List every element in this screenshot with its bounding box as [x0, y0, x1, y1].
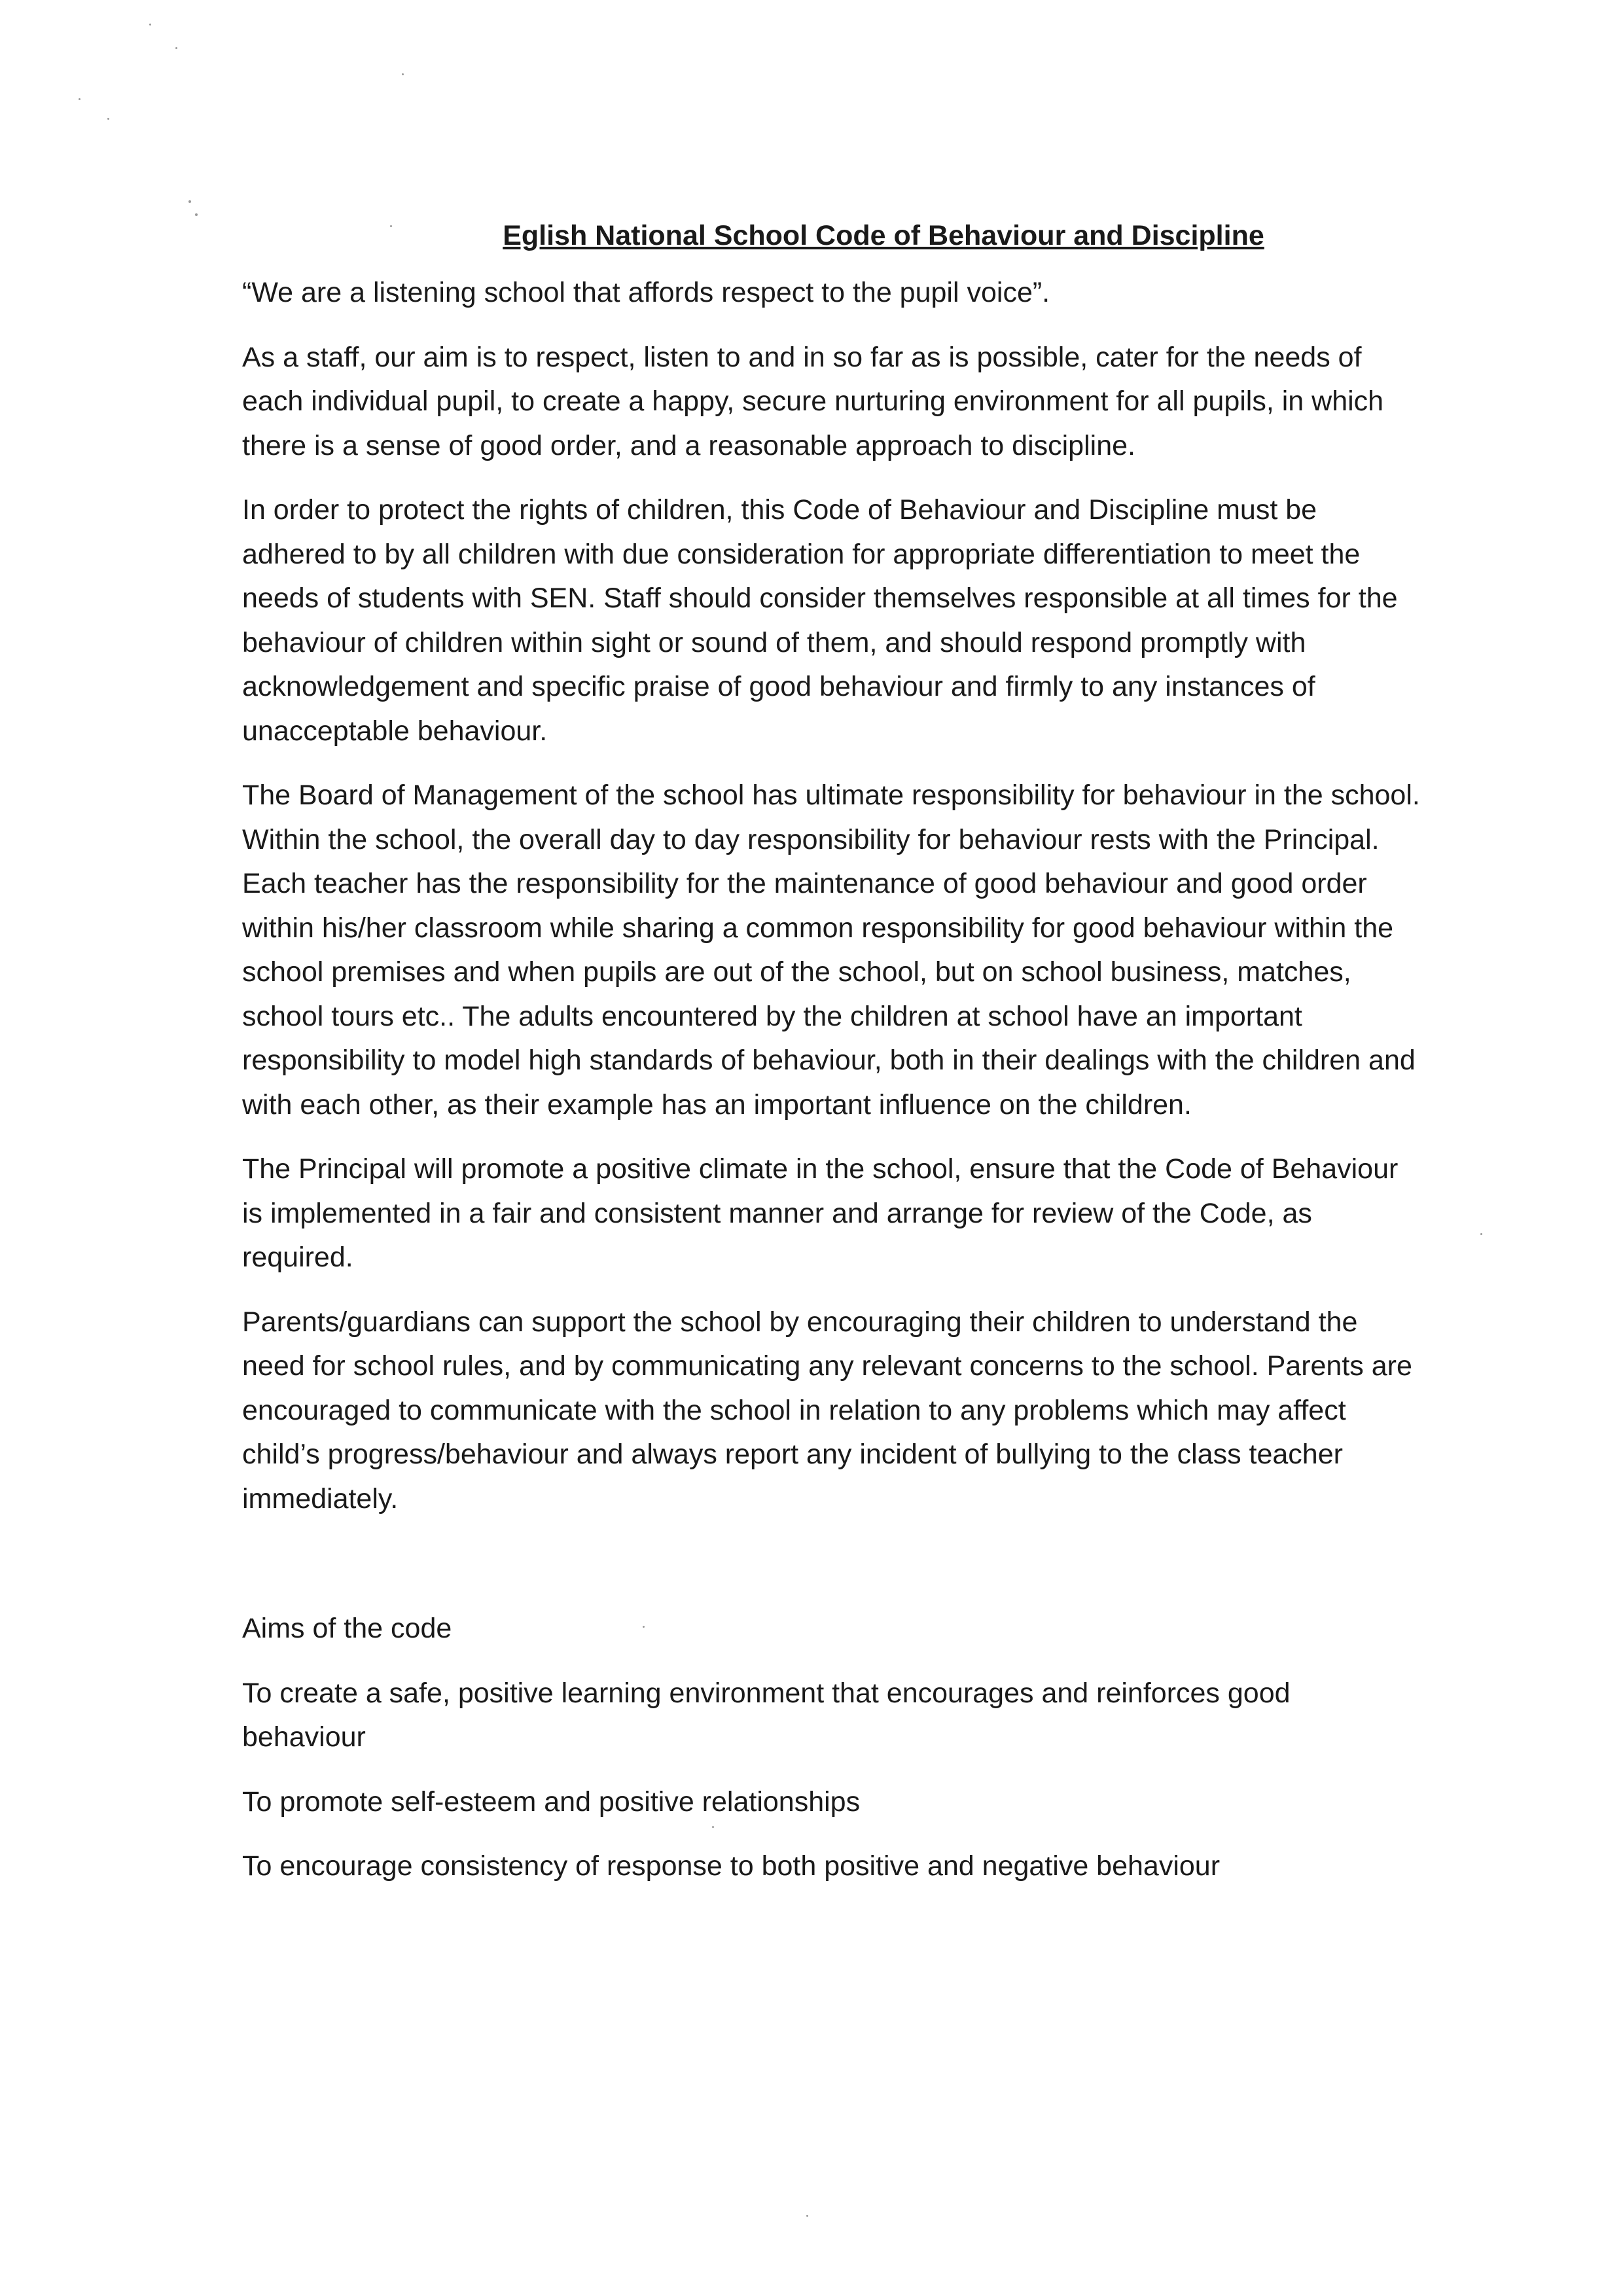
principal-paragraph: The Principal will promote a positive climate in the school, ensure that the Code of Behaviour is implemented in a fair and consistent manner and arrange for review of the Code, as required.: [242, 1153, 1399, 1273]
scan-speck: [1480, 1233, 1482, 1235]
scan-speck: [195, 213, 198, 216]
board-responsibility-paragraph: The Board of Management of the school has ultimate responsibility for behaviour in the school. Within the school, the overall day to day responsibility for behaviour rests with the Principal. Each teacher has the responsibility for the maintenance of good behaviour and good order within his/her classroom while sharing a common responsibility for good behaviour within the school premises and when pupils are out of the school, but on school business, matches, school tours etc.. The adults encountered by the children at school have an important responsibility to model high standards of behaviour, both in their dealings with the children and with each other, as their example has an important influence on the children.: [242, 780, 1420, 1121]
staff-aim-paragraph: As a staff, our aim is to respect, listen to and in so far as is possible, cater for the needs of each individual pupil, to create a happy, secure nurturing environment for all pupils, in which there is a sense of good order, and a reasonable approach to discipline.: [242, 341, 1384, 461]
parents-paragraph: Parents/guardians can support the school by encouraging their children to understand the need for school rules, and by communicating any relevant concerns to the school. Parents are encouraged to communicate with the school in relation to any problems which may affect child’s progress/behaviour and always report any incident of bullying to the class teacher immediately.: [242, 1306, 1412, 1515]
aims-item: To create a safe, positive learning environment that encourages and reinforces good behaviour: [242, 1677, 1291, 1753]
aims-heading: Aims of the code: [242, 1613, 452, 1644]
aims-item: To encourage consistency of response to both positive and negative behaviour: [242, 1850, 1221, 1882]
scan-speck: [175, 47, 177, 49]
section-spacer: [242, 1541, 1420, 1607]
rights-paragraph: In order to protect the rights of children, this Code of Behaviour and Discipline must be adhered to by all children with due consideration for appropriate differentiation to meet the needs of students with SEN. Staff should consider themselves responsible at all times for the behaviour of children within sight or sound of them, and should respond promptly with acknowledgement and specific praise of good behaviour and firmly to any instances of unacceptable behaviour.: [242, 494, 1398, 747]
aims-item: To promote self-esteem and positive relationships: [242, 1785, 861, 1818]
document-body: [242, 216, 1420, 1909]
scan-speck: [79, 98, 80, 100]
scan-speck: [188, 200, 191, 203]
document-title: Eglish National School Code of Behaviour and Discipline: [503, 220, 1264, 251]
scan-speck: [402, 73, 404, 75]
scan-speck: [149, 24, 151, 26]
quote-paragraph: “We are a listening school that affords respect to the pupil voice”.: [242, 277, 1050, 308]
scan-speck: [107, 118, 109, 120]
scan-speck: [806, 2215, 808, 2217]
